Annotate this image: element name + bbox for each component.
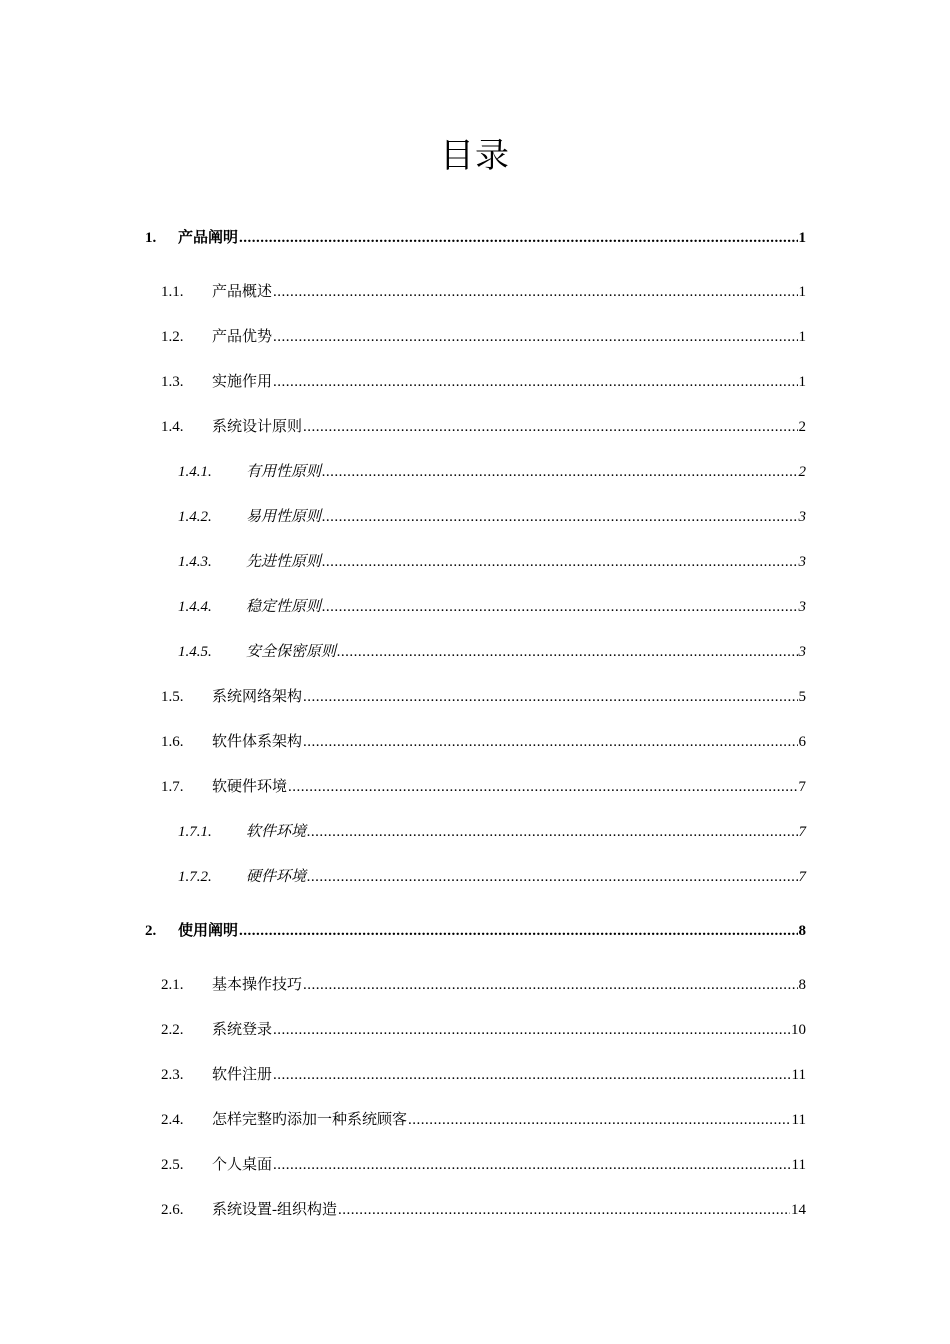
- toc-entry-number: 1.4.: [161, 419, 184, 435]
- toc-entry-page: 10: [791, 1022, 806, 1038]
- toc-entry[interactable]: [161, 1018, 806, 1039]
- toc-entry-page: 8: [798, 977, 806, 993]
- toc-dot-leader: [322, 464, 797, 481]
- toc-entry-number: 2.: [145, 923, 157, 939]
- toc-entry-number: 1.6.: [161, 734, 184, 750]
- toc-entry-number: 2.5.: [161, 1157, 184, 1173]
- toc-entry-page: 3: [798, 509, 806, 525]
- toc-entry-title: 产品概述: [212, 284, 273, 300]
- toc-entry-page: 1: [798, 230, 806, 246]
- toc-entry-title: 实施作用: [212, 374, 273, 390]
- toc-dot-leader: [303, 689, 797, 706]
- toc-entry-title: 有用性原则: [246, 464, 322, 480]
- toc-entry-number: 1.7.: [161, 779, 184, 795]
- toc-dot-leader: [337, 644, 797, 661]
- toc-entry[interactable]: [161, 775, 806, 796]
- toc-dot-leader: [273, 1157, 791, 1174]
- toc-entry-page: 14: [791, 1202, 806, 1218]
- toc-entry-page: 2: [798, 419, 806, 435]
- toc-dot-leader: [273, 329, 797, 346]
- toc-entry-title: 软件注册: [212, 1067, 273, 1083]
- toc-entry[interactable]: [178, 820, 806, 841]
- toc-dot-leader: [322, 509, 797, 526]
- toc-dot-leader: [288, 779, 797, 796]
- toc-entry-number: 2.6.: [161, 1202, 184, 1218]
- toc-entry[interactable]: [161, 730, 806, 751]
- toc-dot-leader: [273, 1067, 791, 1084]
- toc-entry-title: 产品阐明: [178, 230, 239, 246]
- toc-entry[interactable]: [178, 595, 806, 616]
- toc-dot-leader: [239, 230, 797, 247]
- toc-dot-leader: [338, 1202, 790, 1219]
- toc-entry[interactable]: [178, 460, 806, 481]
- toc-dot-leader: [273, 284, 797, 301]
- toc-entry-title: 系统登录: [212, 1022, 273, 1038]
- toc-entry-number: 1.7.1.: [178, 824, 212, 840]
- toc-entry-page: 1: [798, 284, 806, 300]
- toc-entry-title: 稳定性原则: [246, 599, 322, 615]
- toc-entry-title: 个人桌面: [212, 1157, 273, 1173]
- toc-dot-leader: [408, 1112, 791, 1129]
- toc-entry-number: 1.: [145, 230, 157, 246]
- toc-entry-title: 易用性原则: [246, 509, 322, 525]
- toc-entry[interactable]: [161, 415, 806, 436]
- toc-entry-title: 软硬件环境: [212, 779, 288, 795]
- toc-entry-number: 2.3.: [161, 1067, 184, 1083]
- toc-entry-number: 1.1.: [161, 284, 184, 300]
- toc-entry-title: 怎样完整旳添加一种系统顾客: [212, 1112, 408, 1128]
- toc-entry-page: 7: [798, 824, 806, 840]
- toc-entry[interactable]: [161, 1063, 806, 1084]
- toc-entry-number: 1.4.2.: [178, 509, 212, 525]
- toc-entry[interactable]: [145, 919, 806, 940]
- toc-entry-page: 3: [798, 644, 806, 660]
- toc-entry-title: 先进性原则: [246, 554, 322, 570]
- toc-entry[interactable]: [178, 640, 806, 661]
- toc-entry-number: 1.4.1.: [178, 464, 212, 480]
- toc-entry-number: 2.1.: [161, 977, 184, 993]
- toc-entry-title: 系统设置-组织构造: [212, 1202, 337, 1218]
- toc-entry-number: 1.5.: [161, 689, 184, 705]
- toc-entry-page: 11: [791, 1157, 806, 1173]
- toc-dot-leader: [303, 734, 797, 751]
- toc-entry-page: 11: [791, 1067, 806, 1083]
- toc-entry[interactable]: [178, 550, 806, 571]
- toc-entry[interactable]: [161, 1108, 806, 1129]
- toc-entry-title: 硬件环境: [246, 869, 307, 885]
- toc-dot-leader: [273, 1022, 790, 1039]
- toc-entry-number: 1.4.3.: [178, 554, 212, 570]
- toc-entry-page: 2: [798, 464, 806, 480]
- toc-dot-leader: [239, 923, 797, 940]
- toc-entry-title: 使用阐明: [178, 923, 239, 939]
- toc-entry[interactable]: [145, 226, 806, 247]
- toc-entry-number: 2.2.: [161, 1022, 184, 1038]
- toc-entry-number: 1.7.2.: [178, 869, 212, 885]
- toc-dot-leader: [322, 599, 797, 616]
- toc-entry-title: 基本操作技巧: [212, 977, 303, 993]
- toc-entry-page: 5: [798, 689, 806, 705]
- toc-entry-number: 1.3.: [161, 374, 184, 390]
- toc-dot-leader: [303, 977, 797, 994]
- toc-entry-title: 产品优势: [212, 329, 273, 345]
- toc-entry[interactable]: [161, 685, 806, 706]
- toc-entry-title: 安全保密原则: [246, 644, 337, 660]
- toc-entry[interactable]: [161, 1153, 806, 1174]
- toc-entry[interactable]: [161, 325, 806, 346]
- toc-entry-page: 1: [798, 329, 806, 345]
- toc-entry[interactable]: [178, 865, 806, 886]
- toc-dot-leader: [307, 869, 797, 886]
- toc-entry-page: 1: [798, 374, 806, 390]
- toc-entry-page: 8: [798, 923, 806, 939]
- toc-dot-leader: [307, 824, 797, 841]
- toc-entry-number: 1.4.4.: [178, 599, 212, 615]
- toc-entry-page: 3: [798, 554, 806, 570]
- toc-entry-page: 6: [798, 734, 806, 750]
- toc-entry-page: 7: [798, 779, 806, 795]
- toc-dot-leader: [273, 374, 797, 391]
- toc-entry[interactable]: [161, 370, 806, 391]
- toc-entry-title: 系统设计原则: [212, 419, 303, 435]
- toc-entry[interactable]: [161, 280, 806, 301]
- toc-entry-number: 1.2.: [161, 329, 184, 345]
- toc-entry[interactable]: [161, 1198, 806, 1219]
- toc-entry-title: 软件体系架构: [212, 734, 303, 750]
- toc-entry-number: 1.4.5.: [178, 644, 212, 660]
- toc-dot-leader: [322, 554, 797, 571]
- toc-title: 目录: [440, 136, 510, 176]
- toc-entry-page: 11: [791, 1112, 806, 1128]
- toc-entry-page: 3: [798, 599, 806, 615]
- toc-entry-page: 7: [798, 869, 806, 885]
- toc-dot-leader: [303, 419, 797, 436]
- toc-entry-number: 2.4.: [161, 1112, 184, 1128]
- toc-entry-title: 系统网络架构: [212, 689, 303, 705]
- toc-entry[interactable]: [178, 505, 806, 526]
- toc-entry-title: 软件环境: [246, 824, 307, 840]
- toc-entry[interactable]: [161, 973, 806, 994]
